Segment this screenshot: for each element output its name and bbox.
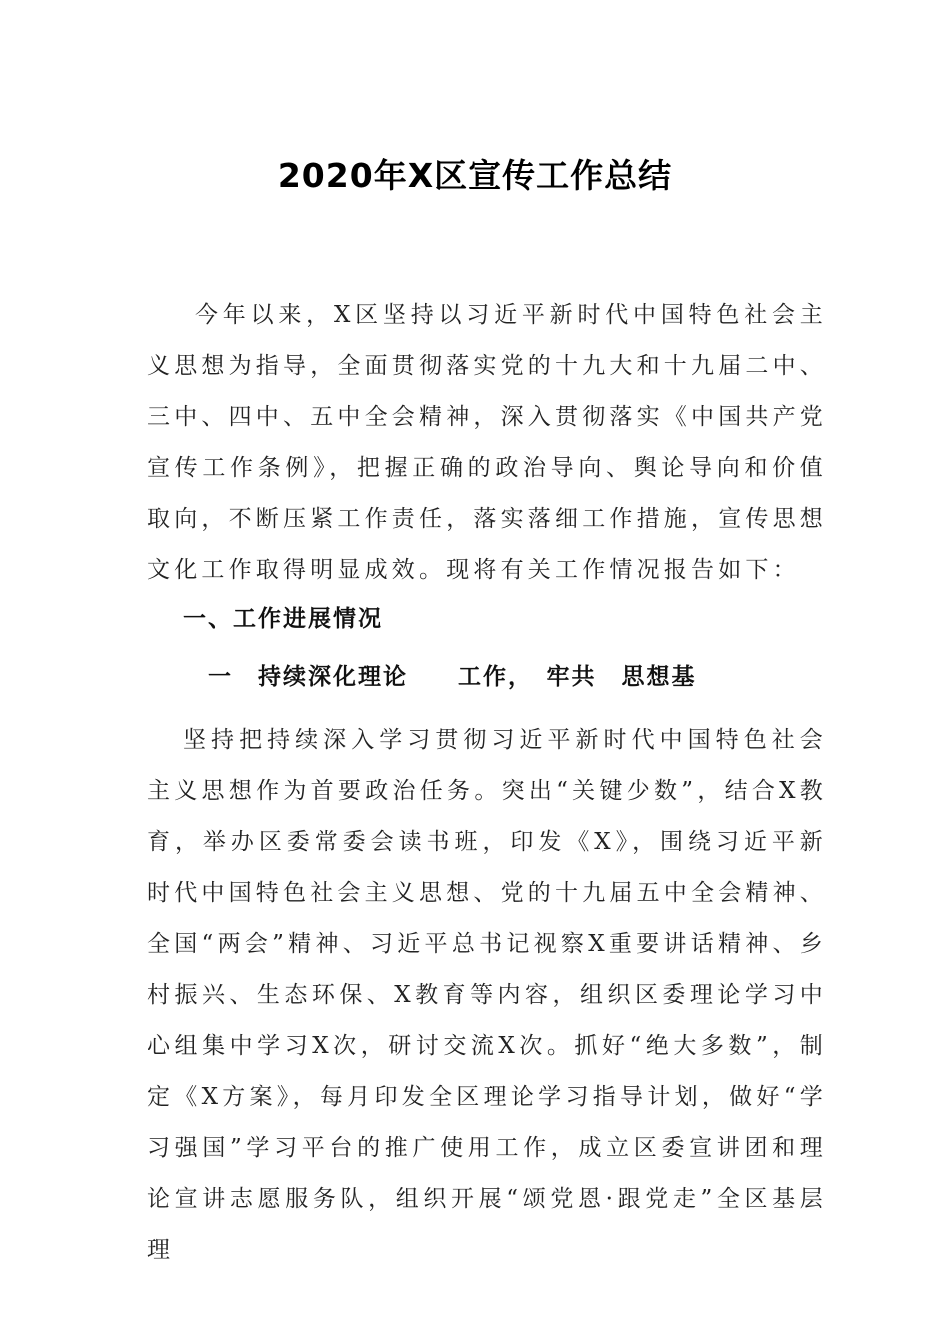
section-heading: 一、工作进展情况 <box>183 606 383 632</box>
body-paragraph: 坚持把持续深入学习贯彻习近平新时代中国特色社会主义思想作为首要政治任务。突出“关键少数”，结合X教育，举办区委常委会读书班，印发《X》，围绕习近平新时代中国特色社会主义思想、党的十九届五中全会精神、全国“两会”精神、习近平总书记视察X重要讲话精神、乡村振兴、生态环保、X教育等内容，组织区委理论学习中心组集中学习X次，研讨交流X次。抓好“绝大多数”，制定《X方案》，每月印发全区理论学习指导计划，做好“学习强国”学习平台的推广使用工作，成立区委宣讲团和理论宣讲志愿服务队，组织开展“颂党恩·跟党走”全区基层理 <box>147 727 827 1263</box>
document-title: 2020年X区宣传工作总结 <box>277 156 673 195</box>
subsection-heading: 一 持续深化理论 工作， 牢共 思想基 <box>208 664 697 690</box>
intro-paragraph: 今年以来，X区坚持以习近平新时代中国特色社会主义思想为指导，全面贯彻落实党的十九大和十九届二中、三中、四中、五中全会精神，深入贯彻落实《中国共产党宣传工作条例》，把握正确的政治导向、舆论导向和价值取向，不断压紧工作责任，落实落细工作措施，宣传思想文化工作取得明显成效。现将有关工作情况报告如下： <box>147 302 827 583</box>
